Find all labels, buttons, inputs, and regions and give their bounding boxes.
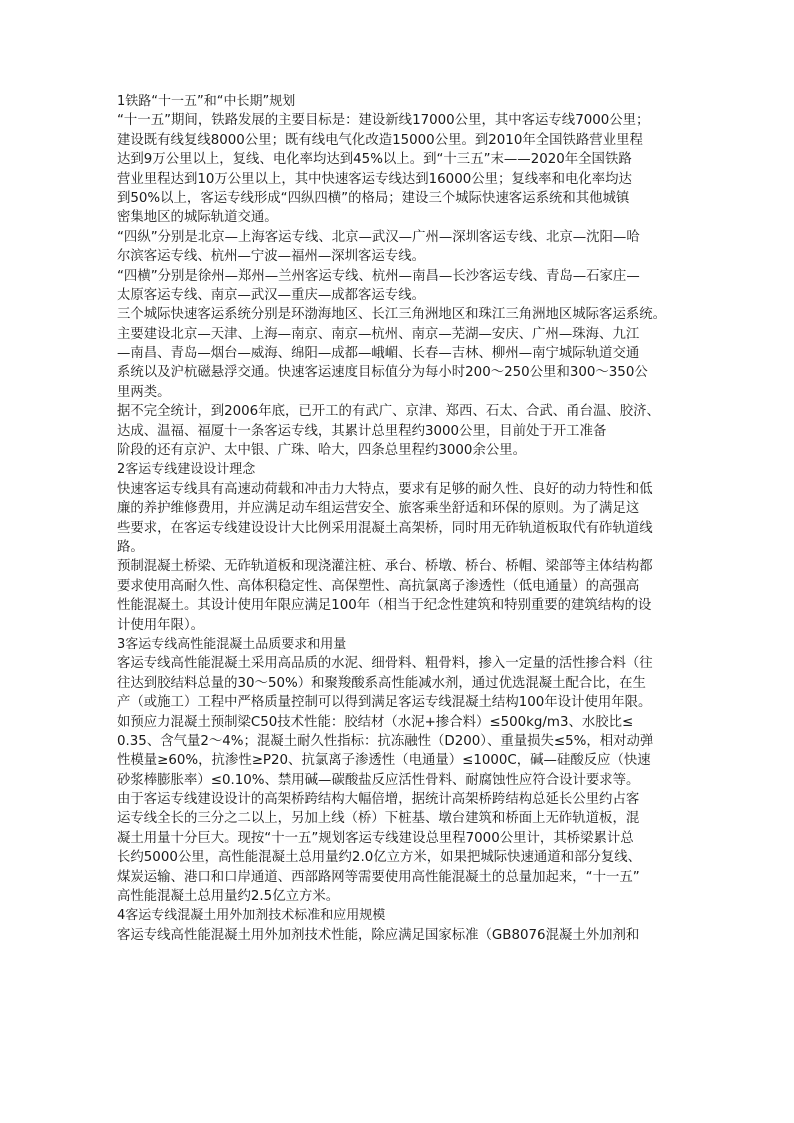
paragraph-line: 要求使用高耐久性、高体积稳定性、高保塑性、高抗氯离子渗透性（低电通量）的高强高 xyxy=(117,578,640,594)
paragraph-line: 高性能混凝土总用量约2.5亿立方米。 xyxy=(117,889,340,905)
paragraph-line: —南昌、青岛—烟台—威海、绵阳—成都—峨嵋、长春—吉林、柳州—南宁城际轨道交通 xyxy=(117,346,640,362)
paragraph-line: 密集地区的城际轨道交通。 xyxy=(117,210,278,226)
paragraph-line: 快速客运专线具有高速动荷载和冲击力大特点，要求有足够的耐久性、良好的动力特性和低 xyxy=(117,481,653,497)
paragraph-line: 客运专线高性能混凝土用外加剂技术性能，除应满足国家标准（GB8076混凝土外加剂和 xyxy=(117,927,640,943)
paragraph-line: “十一五”期间，铁路发展的主要目标是：建设新线17000公里，其中客运专线7000公里； xyxy=(117,113,650,129)
paragraph-line: 预制混凝土桥梁、无砟轨道板和现浇灌注桩、承台、桥墩、桥台、桥帽、梁部等主体结构都 xyxy=(117,559,653,575)
paragraph-line: 系统以及沪杭磁悬浮交通。快速客运速度目标值分为每小时200～250公里和300～350公 xyxy=(117,365,648,381)
paragraph-line: “四横”分别是徐州—郑州—兰州客运专线、杭州—南昌—长沙客运专线、青岛—石家庄— xyxy=(117,268,640,284)
paragraph-line: 到50%以上，客运专线形成“四纵四横”的格局；建设三个城际快速客运系统和其他城镇 xyxy=(117,190,630,206)
paragraph-line: 计使用年限）。 xyxy=(117,617,205,633)
paragraph-line: 长约5000公里，高性能混凝土总用量约2.0亿立方米，如果把城际快速通道和部分复线、 xyxy=(117,850,642,866)
section-heading-4: 4客运专线混凝土用外加剂技术标准和应用规模 xyxy=(117,908,386,924)
section-heading-1: 1铁路“十一五”和“中长期”规划 xyxy=(117,94,296,109)
paragraph-line: 尔滨客运专线、杭州—宁波—福州—深圳客运专线。 xyxy=(117,249,425,265)
paragraph-line: 些要求，在客运专线建设设计大比例采用混凝土高架桥，同时用无砟轨道板取代有砟轨道线 xyxy=(117,520,653,536)
paragraph-line: 三个城际快速客运系统分别是环渤海地区、长江三角洲地区和珠江三角洲地区城际客运系统。 xyxy=(117,307,667,323)
paragraph-line: 主要建设北京—天津、上海—南京、南京—杭州、南京—芜湖—安庆、广州—珠海、九江 xyxy=(117,326,640,342)
paragraph-line: 阶段的还有京沪、太中银、广珠、哈大，四条总里程约3000余公里。 xyxy=(117,443,527,459)
paragraph-line: 0.35、含气量2～4%；混凝土耐久性指标：抗冻融性（D200）、重量损失≤5%，相对动弹 xyxy=(117,733,654,749)
section-heading-3: 3客运专线高性能混凝土品质要求和用量 xyxy=(117,636,347,652)
paragraph-line: 路。 xyxy=(117,539,144,555)
paragraph-line: 由于客运专线建设设计的高架桥跨结构大幅倍增，据统计高架桥跨结构总延长公里约占客 xyxy=(117,792,640,808)
paragraph-line: 客运专线高性能混凝土采用高品质的水泥、细骨料、粗骨料，掺入一定量的活性掺合料（往 xyxy=(117,656,653,672)
paragraph-line: 建设既有线复线8000公里；既有线电气化改造15000公里。到2010年全国铁路营业里程 xyxy=(117,132,643,148)
paragraph-line: 如预应力混凝土预制梁C50技术性能：胶结材（水泥+掺合料）≤500kg/m3、水胶比≤ xyxy=(117,714,634,730)
paragraph-line: 营业里程达到10万公里以上，其中快速客运专线达到16000公里；复线率和电化率均达 xyxy=(117,171,632,187)
paragraph-line: 煤炭运输、港口和口岸通道、西部路网等需要使用高性能混凝土的总量加起来，“十一五” xyxy=(117,869,640,885)
paragraph-line: 达成、温福、福厦十一条客运专线，其累计总里程约3000公里，目前处于开工准备 xyxy=(117,423,607,439)
paragraph-line: 性模量≥60%，抗渗性≥P20、抗氯离子渗透性（电通量）≤1000C，碱—硅酸反应（快速 xyxy=(117,753,651,769)
paragraph-line: 里两类。 xyxy=(117,384,171,400)
paragraph-line: 达到9万公里以上，复线、电化率均达到45%以上。到“十三五”末——2020年全国铁路 xyxy=(117,152,632,168)
paragraph-line: 据不完全统计，到2006年底，已开工的有武广、京津、郑西、石太、合武、甬台温、胶济、 xyxy=(117,404,660,420)
paragraph-line: 凝土用量十分巨大。现按“十一五”规划客运专线建设总里程7000公里计，其桥梁累计总 xyxy=(117,830,634,846)
paragraph-line: “四纵”分别是北京—上海客运专线、北京—武汉—广州—深圳客运专线、北京—沈阳—哈 xyxy=(117,229,640,245)
paragraph-line: 产（或施工）工程中严格质量控制可以得到满足客运专线混凝土结构100年设计使用年限。 xyxy=(117,695,652,711)
section-heading-2: 2客运专线建设设计理念 xyxy=(117,462,256,478)
paragraph-line: 往达到胶结料总量的30～50%）和聚羧酸系高性能减水剂，通过优选混凝土配合比，在生 xyxy=(117,675,646,691)
document-body xyxy=(117,92,683,945)
paragraph-line: 廉的养护维修费用，并应满足动车组运营安全、旅客乘坐舒适和环保的原则。为了满足这 xyxy=(117,501,640,517)
paragraph-line: 性能混凝土。其设计使用年限应满足100年（相当于纪念性建筑和特别重要的建筑结构的设 xyxy=(117,598,652,614)
paragraph-line: 运专线全长的三分之二以上，另加上线（桥）下桩基、墩台建筑和桥面上无砟轨道板，混 xyxy=(117,811,640,827)
paragraph-line: 砂浆棒膨胀率）≤0.10%、禁用碱—碳酸盐反应活性骨料、耐腐蚀性应符合设计要求等。 xyxy=(117,772,640,788)
paragraph-line: 太原客运专线、南京—武汉—重庆—成都客运专线。 xyxy=(117,287,425,303)
